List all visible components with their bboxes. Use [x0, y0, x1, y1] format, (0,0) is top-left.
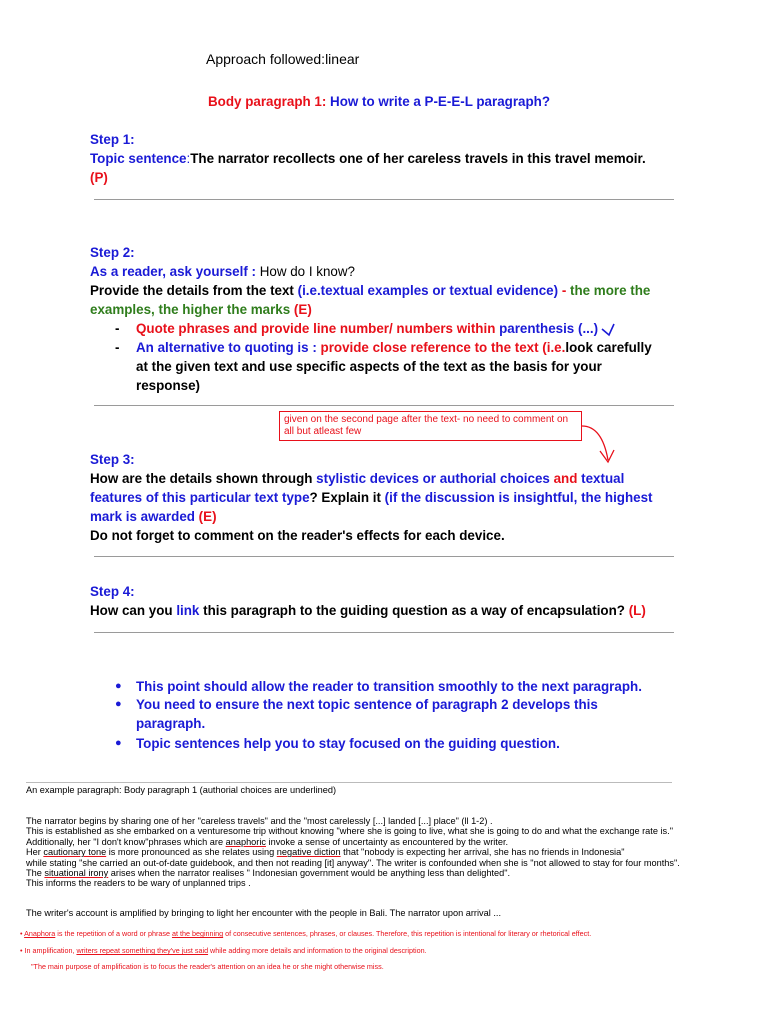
step3-heading: Step 3: — [90, 452, 135, 467]
dash-marker: - — [115, 340, 120, 355]
step4-tag: (L) — [628, 603, 646, 618]
step3-l3a: mark is awarded — [90, 509, 199, 524]
divider — [94, 632, 674, 633]
page-title — [208, 92, 550, 111]
step4-line — [90, 601, 646, 620]
item2-red: provide close reference to the text — [320, 340, 543, 355]
step4-b: this paragraph to the guiding question as a way of encapsulation? — [199, 603, 629, 618]
tip-text-cont: paragraph. — [136, 716, 206, 731]
text-run: of consecutive sentences, phrases, or clauses. Therefore, this repetition is intentional for literary or rhetorical effect. — [223, 929, 592, 938]
step2-more-b: examples, the higher the marks — [90, 302, 294, 317]
bullet-icon: • — [20, 946, 25, 955]
tip-text: This point should allow the reader to transition smoothly to the next paragraph. — [136, 679, 642, 694]
tip-item — [115, 677, 642, 696]
example-heading: An example paragraph: Body paragraph 1 (authorial choices are underlined) — [26, 785, 337, 795]
item2-black-a: look carefully — [565, 340, 652, 355]
title-prefix: Body paragraph 1: — [208, 94, 327, 109]
step2-item-alternative — [115, 338, 675, 395]
step2-provide-paren: (i.e.textual examples or textual evidence) — [297, 283, 559, 298]
underlined-device: anaphoric — [225, 836, 266, 847]
underlined-device: cautionary tone — [43, 847, 107, 858]
item1-red: Quote phrases and provide line number/ numbers within — [136, 321, 500, 336]
step1-tag: (P) — [90, 170, 108, 185]
step3-l1b: stylistic devices or authorial choices — [316, 471, 550, 486]
example-line — [26, 837, 756, 847]
item2-line1 — [136, 338, 675, 357]
step2-item-quote — [115, 319, 598, 338]
example-line — [26, 847, 756, 857]
text-run: Anaphora — [24, 929, 56, 938]
note-amplification — [20, 946, 427, 955]
example-line: This is established as she embarked on a venturesome trip without knowing "where she is going to live, what she is going to do and what the exchange rate is." — [26, 826, 673, 837]
step3-l1c: textual — [581, 471, 625, 486]
step3-line1 — [90, 469, 624, 488]
step1-label: Topic sentence — [90, 151, 187, 166]
step3-line4: Do not forget to comment on the reader's effects for each device. — [90, 528, 505, 543]
example-line: while stating "she carried an out-of-date guidebook, and then not reading [it] anyway". The writer is confounded when she is "not allowed to stay for four months". — [26, 857, 680, 868]
step2-heading: Step 2: — [90, 245, 135, 260]
step3-l2a: features of this particular text type — [90, 490, 310, 505]
step2-more — [90, 300, 312, 319]
text-run: is the repetition of a word or phrase — [55, 929, 172, 938]
step3-l1a: How are the details shown through — [90, 471, 317, 486]
item2-line2: at the given text and use specific aspects of the text as the basis for your — [136, 359, 602, 374]
approach-label: Approach followed:linear — [206, 51, 360, 67]
example-line — [26, 868, 756, 878]
text-run: Her — [26, 847, 44, 858]
bullet-icon: ● — [115, 737, 122, 749]
step2-ask-question: How do I know? — [255, 264, 355, 279]
step1-line — [90, 149, 646, 168]
tip-item — [115, 695, 598, 733]
example-body — [26, 816, 756, 889]
text-run: that "nobody is expecting her arrival, she has no friends in Indonesia" — [340, 847, 625, 858]
arrow-icon — [580, 420, 620, 470]
tip-item — [115, 734, 560, 753]
step1-colon: : — [186, 151, 191, 166]
underlined-device: situational irony — [44, 868, 109, 879]
bullet-icon: • — [20, 929, 25, 938]
step2-tag: (E) — [293, 302, 312, 317]
divider — [94, 556, 674, 557]
step4-a: How can you — [90, 603, 177, 618]
text-run: at the beginning — [171, 929, 224, 938]
annotation-note: given on the second page after the text- no need to comment on all but atleast few — [279, 411, 582, 441]
text-run: writers repeat something they've just said — [76, 946, 209, 955]
text-run: while adding more details and information to the original description. — [208, 946, 427, 955]
note-anaphora — [20, 929, 591, 938]
text-run: is more pronounced as she relates using — [106, 847, 277, 858]
divider — [26, 782, 672, 783]
step2-provide-text: Provide the details from the text — [90, 283, 298, 298]
item2-line3: response) — [136, 378, 200, 393]
step2-ask — [90, 262, 355, 281]
bullet-icon: ● — [115, 680, 122, 692]
step3-line3 — [90, 507, 217, 526]
text-run: In amplification, — [24, 946, 77, 955]
step1-text: The narrator recollects one of her careless travels in this travel memoir. — [190, 151, 646, 166]
step2-provide — [90, 281, 650, 300]
title-text: How to write a P-E-E-L paragraph? — [330, 94, 551, 109]
underlined-device: negative diction — [276, 847, 341, 858]
step2-ask-label: As a reader, ask yourself : — [90, 264, 256, 279]
text-run: Additionally, her "I don't know"phrases which are — [26, 836, 226, 847]
example-line: This informs the readers to be wary of unplanned trips . — [26, 878, 251, 889]
step3-line2 — [90, 488, 653, 507]
bullet-icon: ● — [115, 698, 122, 710]
step4-link: link — [176, 603, 200, 618]
step3-and: and — [549, 471, 582, 486]
divider — [94, 199, 674, 200]
tip-text: You need to ensure the next topic sentence of paragraph 2 develops this — [136, 697, 598, 712]
step4-heading: Step 4: — [90, 584, 135, 599]
text-run: invoke a sense of uncertainty as encountered by the writer. — [265, 836, 509, 847]
step3-l2c: (if the discussion is insightful, the highest — [384, 490, 653, 505]
example-continuation: The writer's account is amplified by bringing to light her encounter with the people in Bali. The narrator upon arrival ... — [26, 908, 501, 918]
step2-dash: - — [558, 283, 570, 298]
text-run: arises when the narrator realises " Indonesian government would be anything less than delighted". — [108, 868, 511, 879]
step3-l2b: ? Explain it — [309, 490, 385, 505]
step1-heading: Step 1: — [90, 132, 135, 147]
divider — [94, 405, 674, 406]
checkmark-icon — [600, 322, 618, 338]
item2-paren: (i.e. — [542, 340, 566, 355]
note-purpose: "The main purpose of amplification is to focus the reader's attention on an idea he or she might otherwise miss. — [31, 962, 384, 971]
dash-marker: - — [115, 321, 120, 336]
step2-more-a: the more the — [570, 283, 651, 298]
item1-blue: parenthesis (...) — [499, 321, 599, 336]
item2-blue: An alternative to quoting is : — [136, 340, 321, 355]
step3-tag: (E) — [198, 509, 217, 524]
tip-text: Topic sentences help you to stay focused on the guiding question. — [136, 736, 560, 751]
text-run: The — [26, 868, 45, 879]
example-line: The narrator begins by sharing one of her "careless travels" and the "most carelessly [...] landed [...] place" (ll 1-2) . — [26, 816, 493, 826]
